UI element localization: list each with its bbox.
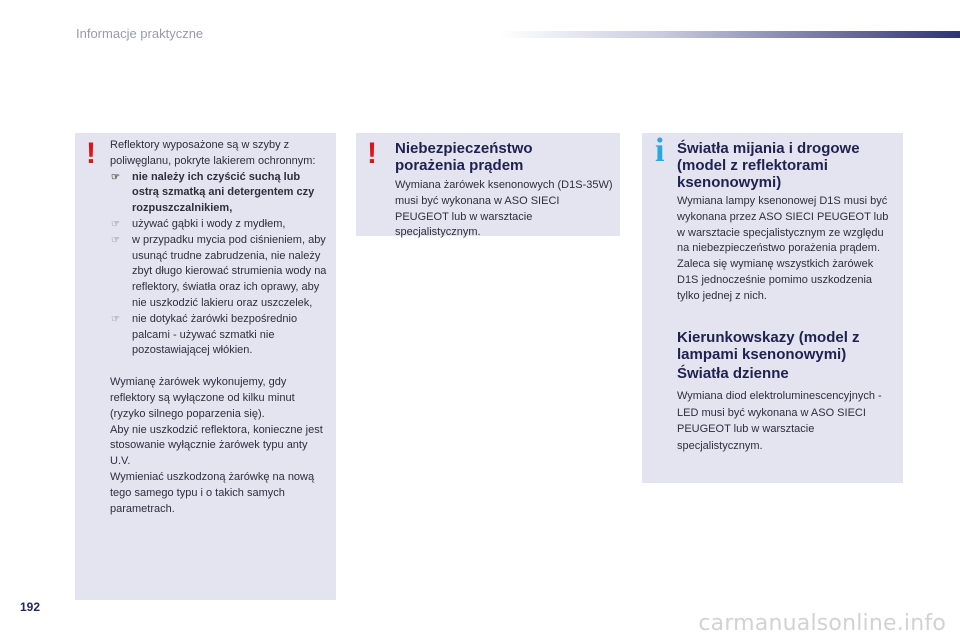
cleaning-text-block [110, 138, 330, 517]
uv-bulb-paragraph: Aby nie uszkodzić reflektora, konieczne jest stosowanie wyłącznie żarówek typu anty U.V. [110, 423, 323, 468]
list-item: ☞ w przypadku mycia pod ciśnieniem, aby usunąć trudne zabrudzenia, nie należy zbyt długo kierować strumienia wody na reflektory, światła oraz ich oprawy, aby nie uszkodzić lakieru oraz uszczelek, [110, 233, 330, 312]
site-watermark: carmanualsonline.info [698, 611, 946, 636]
list-item: ☞ używać gąbki i wody z mydłem, [110, 217, 330, 233]
list-item: ☞ nie dotykać żarówki bezpośrednio palcami - używać szmatki nie pozostawiającej włókien. [110, 312, 330, 359]
page-number: 192 [20, 600, 41, 614]
electric-shock-text: Wymiana żarówek ksenonowych (D1S-35W) musi być wykonana w ASO SIECI PEUGEOT lub w warsztacie specjalistycznym. [395, 179, 613, 239]
section-title: Informacje praktyczne [76, 26, 204, 41]
xenon-recommendation-paragraph: Zaleca się wymianę wszystkich żarówek D1S jednocześnie pomimo uszkodzenia tylko jednej z nich. [677, 258, 874, 302]
cleaning-intro: Reflektory wyposażone są w szyby z poliwęglanu, pokryte lakierem ochronnym: [110, 139, 316, 167]
header-gradient-bar [500, 31, 960, 38]
warning-icon: ! [367, 137, 377, 170]
xenon-lights-text [677, 194, 897, 305]
indicators-heading: Kierunkowskazy (model z lampami ksenonowymi) [677, 329, 860, 363]
list-item: ☞ nie należy ich czyścić suchą lub ostrą szmatką ani detergentem czy rozpuszczalnikiem, [110, 170, 330, 217]
xenon-lights-heading: Światła mijania i drogowe (model z reflektorami ksenonowymi) [677, 140, 860, 191]
bulb-change-paragraph: Wymianę żarówek wykonujemy, gdy reflektory są wyłączone od kilku minut (ryzyko silnego poparzenia się). [110, 376, 295, 420]
warning-icon: ! [86, 137, 96, 170]
cleaning-bullet-list [110, 170, 330, 360]
xenon-replacement-paragraph: Wymiana lampy ksenonowej D1S musi być wykonana przez ASO SIECI PEUGEOT lub w warsztacie specjalistycznym ze względu na niebezpieczeństwo porażenia prądem. [677, 195, 889, 255]
daytime-lights-heading: Światła dzienne [677, 365, 789, 382]
replacement-paragraph: Wymieniać uszkodzoną żarówkę na nową tego samego typu i o takich samych parametrach. [110, 470, 315, 515]
led-replacement-text: Wymiana diod elektroluminescencyjnych - LED musi być wykonana w ASO SIECI PEUGEOT lub w warsztacie specjalistycznym. [677, 390, 882, 452]
info-icon: i [655, 132, 665, 169]
electric-shock-heading: Niebezpieczeństwo porażenia prądem [395, 140, 533, 174]
